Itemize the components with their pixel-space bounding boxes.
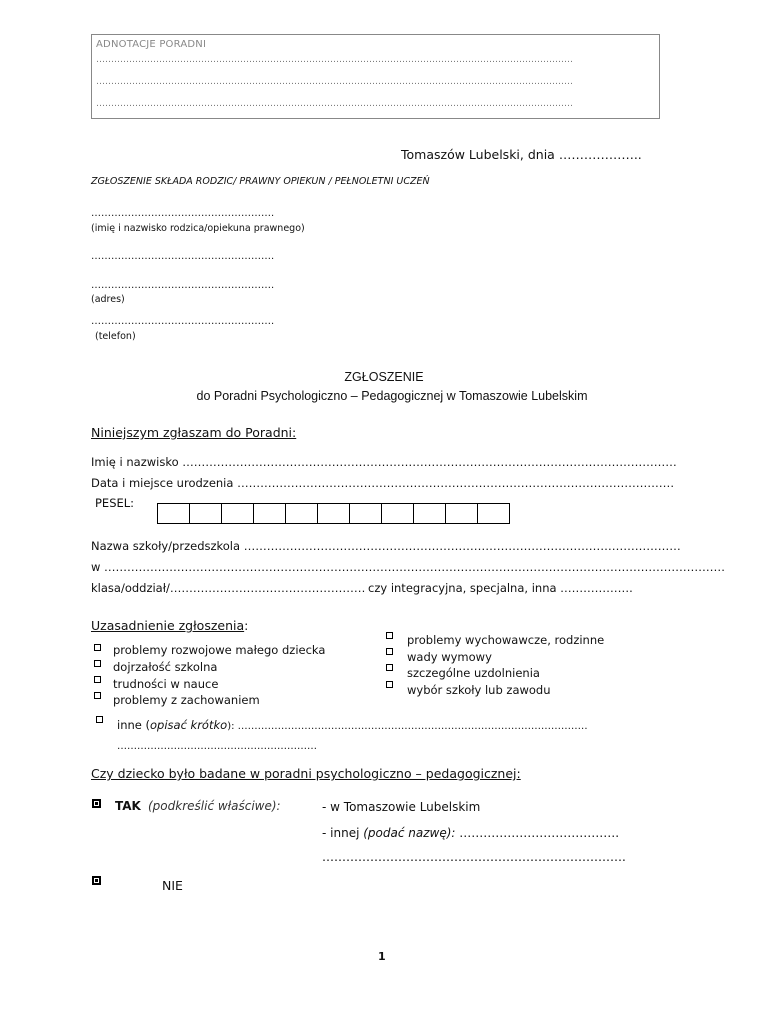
option-tomaszow[interactable]: - w Tomaszowie Lubelskim xyxy=(322,800,481,814)
birth-field[interactable]: Data i miejsce urodzenia …………………………………………………………………………………………………… xyxy=(91,476,675,490)
annotations-box xyxy=(91,34,660,119)
place-date: Tomaszów Lubelski, dnia ……………….. xyxy=(401,147,642,162)
parent-name-label: (imię i nazwisko rodzica/opiekuna prawnego) xyxy=(91,223,305,234)
reason-label: problemy rozwojowe małego dziecka xyxy=(113,643,326,657)
checkbox[interactable] xyxy=(94,660,101,667)
page-number: 1 xyxy=(378,950,386,963)
reason-label: trudności w nauce xyxy=(113,677,219,691)
pesel-digit-box[interactable] xyxy=(349,503,382,524)
examined-question: Czy dziecko było badane w poradni psychologiczno – pedagogicznej: xyxy=(91,766,521,781)
pesel-digit-box[interactable] xyxy=(189,503,222,524)
option-other[interactable] xyxy=(322,826,619,840)
pesel-digit-box[interactable] xyxy=(253,503,286,524)
phone-field[interactable]: ………………………………………………. xyxy=(91,316,275,327)
pesel-boxes[interactable] xyxy=(158,503,510,524)
pesel-digit-box[interactable] xyxy=(317,503,350,524)
reason-label: dojrzałość szkolna xyxy=(113,660,218,674)
checkbox[interactable] xyxy=(386,681,393,688)
reason-label: wady wymowy xyxy=(407,650,492,664)
option-other-line[interactable]: …………………………………………………………………. xyxy=(322,850,626,864)
pesel-digit-box[interactable] xyxy=(381,503,414,524)
reason-other-line[interactable]: …………………………………………………… xyxy=(117,741,317,752)
option-other-hint: (podać nazwę): xyxy=(363,826,456,840)
checkbox[interactable] xyxy=(386,632,393,639)
reason-other-hint: opisać krótko xyxy=(150,718,228,732)
submitter-header: ZGŁOSZENIE SKŁADA RODZIC/ PRAWNY OPIEKUN / PEŁNOLETNI UCZEŃ xyxy=(91,176,430,187)
checkbox[interactable] xyxy=(94,676,101,683)
pesel-digit-box[interactable] xyxy=(221,503,254,524)
checkbox[interactable] xyxy=(386,648,393,655)
reasons-title xyxy=(91,618,248,633)
option-other-prefix: - innej xyxy=(322,826,364,840)
reason-label: problemy wychowawcze, rodzinne xyxy=(407,633,605,647)
address-field[interactable]: ………………………………………………. xyxy=(91,251,275,262)
reason-other[interactable] xyxy=(117,718,588,732)
annotation-line: …………………………………………………………………………………………………………………………………………… xyxy=(96,77,573,87)
form-subtitle: do Poradni Psychologiczno – Pedagogicznej w Tomaszowie Lubelskim xyxy=(196,389,588,403)
pesel-digit-box[interactable] xyxy=(157,503,190,524)
pesel-digit-box[interactable] xyxy=(445,503,478,524)
yes-label: TAK xyxy=(115,799,141,813)
pesel-digit-box[interactable] xyxy=(285,503,318,524)
no-label: NIE xyxy=(162,878,183,893)
reason-other-dots: ): …………………………………………………………………………………………… xyxy=(227,721,588,732)
checkbox-yes[interactable] xyxy=(92,799,101,808)
checkbox[interactable] xyxy=(96,716,103,723)
school-field[interactable]: Nazwa szkoły/przedszkola …………………………………………………………………………………………………… xyxy=(91,539,681,553)
pesel-digit-box[interactable] xyxy=(477,503,510,524)
reason-label: szczególne uzdolnienia xyxy=(407,666,540,680)
checkbox[interactable] xyxy=(94,692,101,699)
reason-other-label: inne ( xyxy=(117,718,150,732)
address-label: (adres) xyxy=(91,294,125,305)
reasons-title-text: Uzasadnienie zgłoszenia xyxy=(91,618,245,633)
checkbox[interactable] xyxy=(386,664,393,671)
reason-label: wybór szkoły lub zawodu xyxy=(407,683,551,697)
checkbox[interactable] xyxy=(94,644,101,651)
annotation-line: …………………………………………………………………………………………………………………………………………… xyxy=(96,55,573,65)
child-section-title: Niniejszym zgłaszam do Poradni: xyxy=(91,425,297,440)
annotations-title: ADNOTACJE PORADNI xyxy=(96,39,207,50)
form-title: ZGŁOSZENIE xyxy=(344,370,424,384)
address-field[interactable]: ………………………………………………. xyxy=(91,280,275,291)
reason-label: problemy z zachowaniem xyxy=(113,693,260,707)
parent-name-field[interactable]: ………………………………………………. xyxy=(91,208,275,219)
school-location-field[interactable]: w ……………………………………………………………………………………………………………………………………………… xyxy=(91,560,726,574)
pesel-label: PESEL: xyxy=(95,496,135,510)
checkbox-no[interactable] xyxy=(92,876,101,885)
child-name-field[interactable]: Imię i nazwisko ………………………………………………………………………………………………………………… xyxy=(91,455,677,469)
class-type-field[interactable]: czy integracyjna, specjalna, inna ………………. xyxy=(368,581,633,595)
pesel-digit-box[interactable] xyxy=(413,503,446,524)
phone-label: (telefon) xyxy=(95,331,136,342)
class-field[interactable]: klasa/oddział/…………………………………………… xyxy=(91,581,366,595)
reasons-title-colon: : xyxy=(244,618,249,633)
yes-note: (podkreślić właściwe): xyxy=(148,799,281,813)
option-other-dots: …………………………………. xyxy=(455,826,620,840)
annotation-line: …………………………………………………………………………………………………………………………………………… xyxy=(96,99,573,109)
